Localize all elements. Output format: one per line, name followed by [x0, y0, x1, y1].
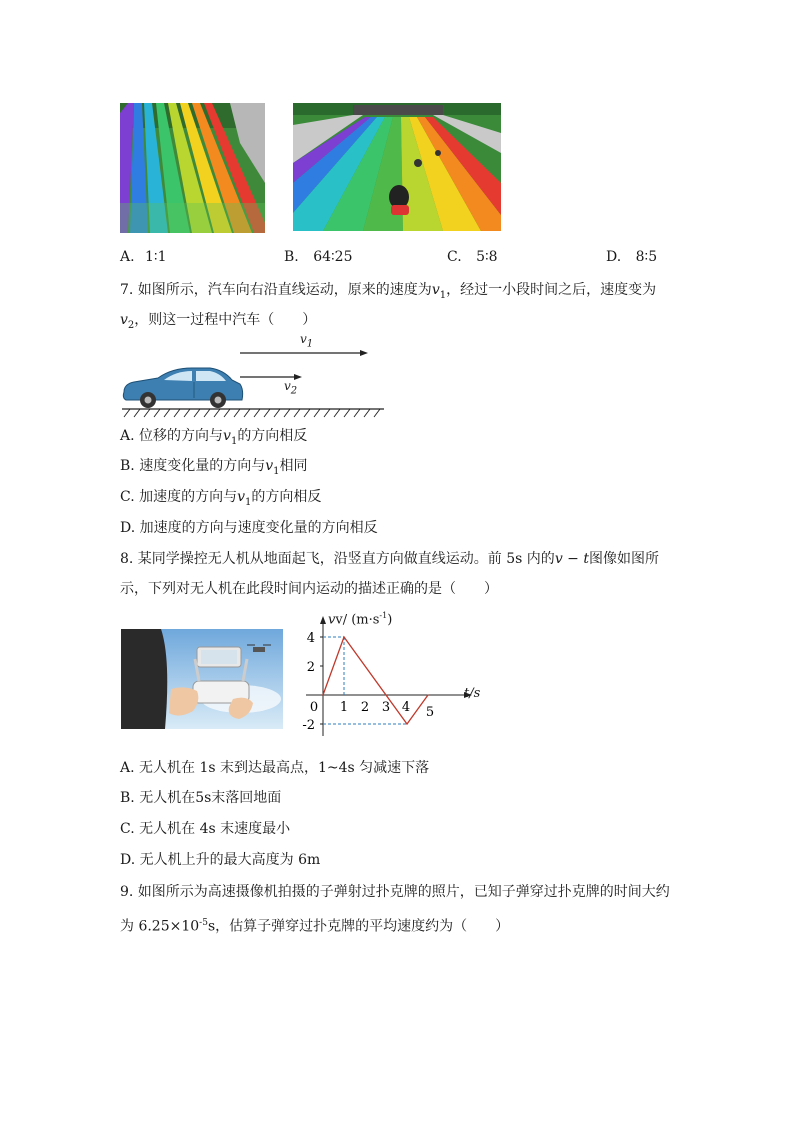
option-label: B. — [284, 249, 299, 265]
q7-option-c[interactable]: C. 加速度的方向与$v_1$的方向相反 — [120, 489, 322, 508]
x-tick-label-4: 4 — [401, 700, 411, 715]
option-label: C. — [447, 249, 462, 265]
x-tick-label-3: 3 — [381, 700, 391, 715]
x-axis-label: t/s — [464, 686, 481, 701]
v1-arrow-label: $v_1$ — [300, 332, 314, 350]
y-axis-arrow — [320, 616, 326, 624]
q7-option-d[interactable]: D. 加速度的方向与速度变化量的方向相反 — [120, 520, 378, 536]
q8-option-a[interactable]: A. 无人机在 1s 末到达最高点，1~4s 匀减速下落 — [120, 760, 430, 776]
slide-photo-left — [120, 103, 265, 233]
vt-point-0 — [322, 694, 323, 695]
option-value: 8∶5 — [635, 249, 658, 265]
vt-series-line — [323, 637, 428, 724]
q9-stem-line2: 为 $6.25\times 10^{-5}s$，估算子弹穿过扑克牌的平均速度约为（ ） — [120, 918, 510, 935]
x-tick-label-5: 5 — [425, 705, 435, 720]
q7-option-a[interactable]: A. 位移的方向与$v_1$的方向相反 — [120, 428, 308, 447]
y-tick-label-2: 2 — [306, 660, 315, 675]
x-tick-label-2: 2 — [360, 700, 370, 715]
option-value: 5∶8 — [476, 249, 498, 265]
x-tick-label-1: 1 — [339, 700, 349, 715]
y-tick-label--2: -2 — [302, 718, 315, 733]
vt-point-1 — [343, 636, 344, 637]
option-label: D. — [606, 249, 622, 265]
vt-point-2 — [406, 723, 407, 724]
q6-option-a[interactable] — [120, 249, 166, 265]
option-label: A. — [120, 249, 135, 265]
slide-photo-right — [293, 103, 501, 231]
q8-option-b[interactable]: B. 无人机在5s末落回地面 — [120, 790, 282, 806]
q7-stem-line2: $v_2$，则这一过程中汽车（ ） — [120, 312, 317, 331]
v2-arrow-label: $v_2$ — [284, 379, 298, 397]
option-value: 64∶25 — [313, 249, 353, 265]
vt-graph — [296, 606, 496, 746]
q7-stem-line1: 7. 如图所示，汽车向右沿直线运动，原来的速度为$v_1$，经过一小段时间之后，速度变为 — [120, 282, 657, 301]
vt-graph-svg — [296, 606, 496, 746]
q8-option-d[interactable]: D. 无人机上升的最大高度为 6m — [120, 852, 321, 868]
q8-stem-line2: 示，下列对无人机在此段时间内运动的描述正确的是（ ） — [120, 581, 498, 597]
q6-option-b[interactable] — [284, 249, 352, 265]
origin-label: 0 — [309, 700, 319, 715]
vt-point-3 — [427, 694, 428, 695]
q7-car-figure — [118, 330, 388, 422]
y-tick-label-4: 4 — [306, 631, 315, 646]
drone-photo — [121, 629, 283, 729]
q8-option-c[interactable]: C. 无人机在 4s 末速度最小 — [120, 821, 291, 837]
q8-stem-line1: 8. 某同学操控无人机从地面起飞，沿竖直方向做直线运动。前 5s 内的v − t图像如图所 — [120, 551, 659, 567]
q9-stem-line1: 9. 如图所示为高速摄像机拍摄的子弹射过扑克牌的照片，已知子弹穿过扑克牌的时间大约 — [120, 884, 670, 900]
q6-option-d[interactable] — [606, 249, 657, 265]
y-axis-label: vv/ $(m\cdot s^{-1})$ — [328, 611, 393, 628]
option-value: 1∶1 — [145, 249, 167, 265]
q7-option-b[interactable]: B. 速度变化量的方向与$v_1$相同 — [120, 458, 308, 477]
q6-option-c[interactable] — [447, 249, 498, 265]
